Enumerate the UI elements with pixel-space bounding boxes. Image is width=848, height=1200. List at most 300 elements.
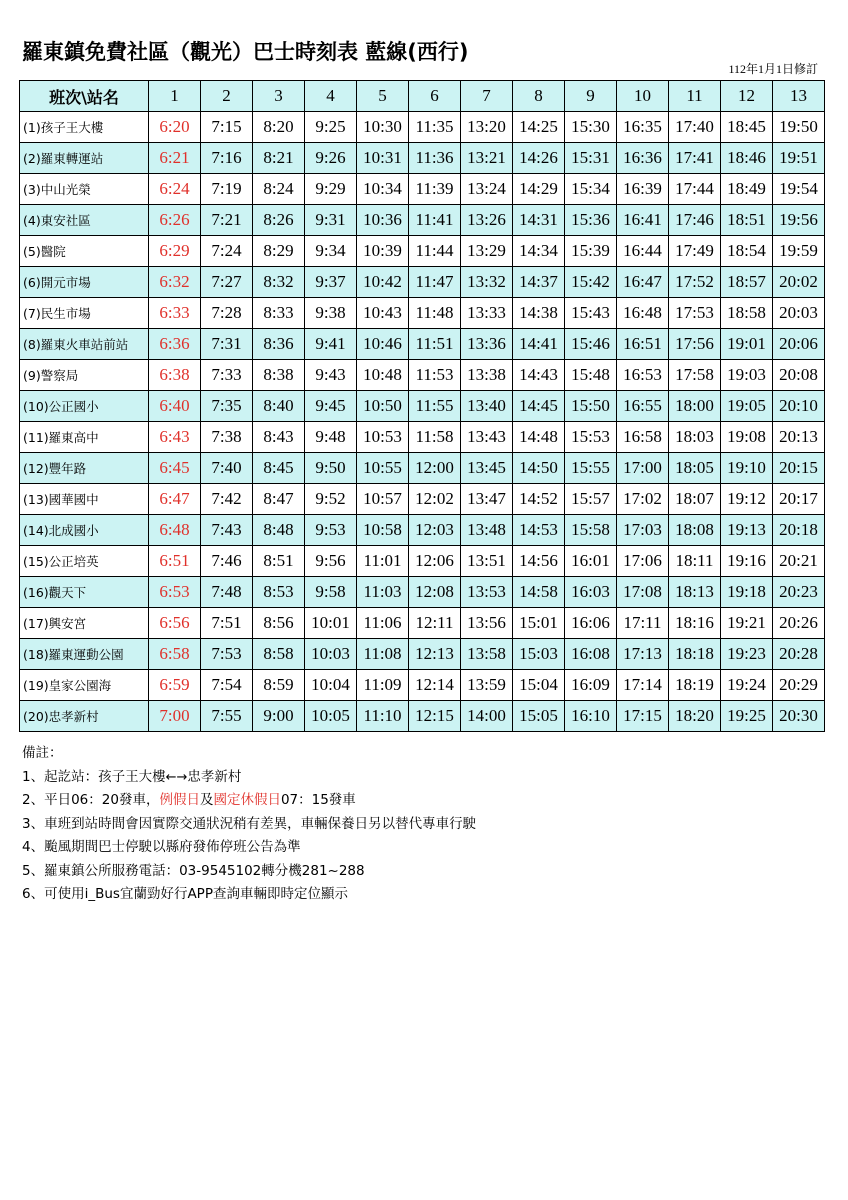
departure-time: 11:51 [409, 329, 461, 360]
departure-time: 16:08 [565, 639, 617, 670]
table-row [20, 143, 825, 174]
stop-name: (8)羅東火車站前站 [20, 329, 149, 360]
departure-time: 9:56 [305, 546, 357, 577]
departure-time: 15:34 [565, 174, 617, 205]
departure-time: 8:43 [253, 422, 305, 453]
note-4: 4、颱風期間巴士停駛以縣府發佈停班公告為準 [22, 839, 301, 855]
departure-time: 15:03 [513, 639, 565, 670]
departure-time: 10:34 [357, 174, 409, 205]
departure-time: 14:29 [513, 174, 565, 205]
departure-time: 6:53 [149, 577, 201, 608]
departure-time: 14:50 [513, 453, 565, 484]
departure-time: 15:42 [565, 267, 617, 298]
departure-time: 17:15 [617, 701, 669, 732]
bidirectional-arrow-icon: ←→ [165, 769, 188, 785]
departure-time: 15:53 [565, 422, 617, 453]
timetable [19, 80, 825, 732]
departure-time: 16:41 [617, 205, 669, 236]
header-row [20, 81, 825, 112]
run-header: 1 [149, 81, 201, 112]
run-header: 12 [721, 81, 773, 112]
departure-time: 19:12 [721, 484, 773, 515]
stop-name: (4)東安社區 [20, 205, 149, 236]
departure-time: 20:23 [773, 577, 825, 608]
departure-time: 7:43 [201, 515, 253, 546]
departure-time: 17:41 [669, 143, 721, 174]
departure-time: 8:58 [253, 639, 305, 670]
departure-time: 7:38 [201, 422, 253, 453]
departure-time: 20:15 [773, 453, 825, 484]
departure-time: 12:06 [409, 546, 461, 577]
departure-time: 11:44 [409, 236, 461, 267]
departure-time: 14:41 [513, 329, 565, 360]
note-5: 5、羅東鎮公所服務電話：03-9545102轉分機281~288 [22, 862, 365, 879]
stop-name: (1)孩子王大樓 [20, 112, 149, 143]
departure-time: 14:25 [513, 112, 565, 143]
run-header: 2 [201, 81, 253, 112]
departure-time: 14:34 [513, 236, 565, 267]
departure-time: 20:30 [773, 701, 825, 732]
departure-time: 10:57 [357, 484, 409, 515]
departure-time: 20:02 [773, 267, 825, 298]
departure-time: 10:43 [357, 298, 409, 329]
departure-time: 19:01 [721, 329, 773, 360]
stop-name: (3)中山光榮 [20, 174, 149, 205]
departure-time: 19:25 [721, 701, 773, 732]
departure-time: 17:13 [617, 639, 669, 670]
departure-time: 7:31 [201, 329, 253, 360]
departure-time: 17:11 [617, 608, 669, 639]
stop-name: (18)羅東運動公園 [20, 639, 149, 670]
departure-time: 18:03 [669, 422, 721, 453]
departure-time: 10:46 [357, 329, 409, 360]
table-row [20, 515, 825, 546]
departure-time: 15:50 [565, 391, 617, 422]
departure-time: 18:57 [721, 267, 773, 298]
departure-time: 19:56 [773, 205, 825, 236]
departure-time: 12:15 [409, 701, 461, 732]
departure-time: 10:50 [357, 391, 409, 422]
stop-name: (13)國華國中 [20, 484, 149, 515]
departure-time: 6:36 [149, 329, 201, 360]
departure-time: 11:48 [409, 298, 461, 329]
departure-time: 14:00 [461, 701, 513, 732]
departure-time: 10:58 [357, 515, 409, 546]
departure-time: 6:43 [149, 422, 201, 453]
departure-time: 19:18 [721, 577, 773, 608]
departure-time: 16:03 [565, 577, 617, 608]
departure-time: 14:45 [513, 391, 565, 422]
table-row [20, 360, 825, 391]
stop-name: (2)羅東轉運站 [20, 143, 149, 174]
note-1 [22, 766, 476, 790]
departure-time: 7:40 [201, 453, 253, 484]
table-row [20, 546, 825, 577]
notes [22, 742, 476, 907]
departure-time: 10:04 [305, 670, 357, 701]
departure-time: 19:54 [773, 174, 825, 205]
timetable-body [20, 112, 825, 732]
departure-time: 13:56 [461, 608, 513, 639]
departure-time: 17:02 [617, 484, 669, 515]
departure-time: 10:36 [357, 205, 409, 236]
departure-time: 15:55 [565, 453, 617, 484]
departure-time: 18:54 [721, 236, 773, 267]
departure-time: 14:43 [513, 360, 565, 391]
run-header: 8 [513, 81, 565, 112]
departure-time: 8:33 [253, 298, 305, 329]
departure-time: 20:06 [773, 329, 825, 360]
departure-time: 20:03 [773, 298, 825, 329]
departure-time: 9:31 [305, 205, 357, 236]
run-header: 6 [409, 81, 461, 112]
departure-time: 16:51 [617, 329, 669, 360]
run-header: 9 [565, 81, 617, 112]
departure-time: 8:29 [253, 236, 305, 267]
departure-time: 7:42 [201, 484, 253, 515]
departure-time: 15:46 [565, 329, 617, 360]
departure-time: 11:09 [357, 670, 409, 701]
departure-time: 8:45 [253, 453, 305, 484]
table-row [20, 639, 825, 670]
departure-time: 16:48 [617, 298, 669, 329]
departure-time: 15:01 [513, 608, 565, 639]
table-row [20, 484, 825, 515]
departure-time: 19:51 [773, 143, 825, 174]
departure-time: 17:44 [669, 174, 721, 205]
departure-time: 17:49 [669, 236, 721, 267]
note-2-holiday: 例假日 [159, 792, 200, 808]
departure-time: 9:45 [305, 391, 357, 422]
departure-time: 18:13 [669, 577, 721, 608]
departure-time: 10:53 [357, 422, 409, 453]
notes-heading: 備註： [22, 745, 63, 761]
corner-header: 班次\站名 [20, 81, 149, 112]
departure-time: 15:58 [565, 515, 617, 546]
departure-time: 16:47 [617, 267, 669, 298]
departure-time: 18:19 [669, 670, 721, 701]
note-1-end: 忠孝新村 [187, 768, 242, 785]
departure-time: 16:36 [617, 143, 669, 174]
departure-time: 8:21 [253, 143, 305, 174]
departure-time: 12:02 [409, 484, 461, 515]
departure-time: 19:59 [773, 236, 825, 267]
stop-name: (12)豐年路 [20, 453, 149, 484]
departure-time: 15:39 [565, 236, 617, 267]
departure-time: 18:00 [669, 391, 721, 422]
departure-time: 6:38 [149, 360, 201, 391]
stop-name: (17)興安宮 [20, 608, 149, 639]
departure-time: 8:40 [253, 391, 305, 422]
departure-time: 20:17 [773, 484, 825, 515]
departure-time: 20:10 [773, 391, 825, 422]
departure-time: 12:13 [409, 639, 461, 670]
departure-time: 19:23 [721, 639, 773, 670]
departure-time: 15:04 [513, 670, 565, 701]
departure-time: 6:40 [149, 391, 201, 422]
departure-time: 19:10 [721, 453, 773, 484]
departure-time: 10:31 [357, 143, 409, 174]
departure-time: 9:00 [253, 701, 305, 732]
departure-time: 11:03 [357, 577, 409, 608]
departure-time: 12:11 [409, 608, 461, 639]
departure-time: 9:48 [305, 422, 357, 453]
departure-time: 13:29 [461, 236, 513, 267]
run-header: 13 [773, 81, 825, 112]
departure-time: 13:59 [461, 670, 513, 701]
stop-name: (15)公正培英 [20, 546, 149, 577]
departure-time: 16:10 [565, 701, 617, 732]
departure-time: 18:58 [721, 298, 773, 329]
departure-time: 19:08 [721, 422, 773, 453]
table-row [20, 174, 825, 205]
departure-time: 17:56 [669, 329, 721, 360]
stop-name: (5)醫院 [20, 236, 149, 267]
departure-time: 20:18 [773, 515, 825, 546]
table-row [20, 205, 825, 236]
departure-time: 16:01 [565, 546, 617, 577]
departure-time: 8:56 [253, 608, 305, 639]
departure-time: 11:36 [409, 143, 461, 174]
departure-time: 7:28 [201, 298, 253, 329]
departure-time: 15:36 [565, 205, 617, 236]
departure-time: 11:35 [409, 112, 461, 143]
departure-time: 19:50 [773, 112, 825, 143]
departure-time: 15:31 [565, 143, 617, 174]
stop-name: (19)皇家公園海 [20, 670, 149, 701]
departure-time: 7:54 [201, 670, 253, 701]
note-2-national-holiday: 國定休假日 [213, 792, 281, 808]
departure-time: 6:51 [149, 546, 201, 577]
departure-time: 17:46 [669, 205, 721, 236]
departure-time: 11:55 [409, 391, 461, 422]
departure-time: 13:47 [461, 484, 513, 515]
departure-time: 18:46 [721, 143, 773, 174]
run-header: 3 [253, 81, 305, 112]
departure-time: 13:48 [461, 515, 513, 546]
departure-time: 13:38 [461, 360, 513, 391]
departure-time: 8:20 [253, 112, 305, 143]
departure-time: 12:14 [409, 670, 461, 701]
departure-time: 8:59 [253, 670, 305, 701]
departure-time: 18:11 [669, 546, 721, 577]
departure-time: 6:59 [149, 670, 201, 701]
departure-time: 10:05 [305, 701, 357, 732]
departure-time: 6:47 [149, 484, 201, 515]
departure-time: 11:53 [409, 360, 461, 391]
stop-name: (11)羅東高中 [20, 422, 149, 453]
table-row [20, 453, 825, 484]
departure-time: 11:41 [409, 205, 461, 236]
departure-time: 8:24 [253, 174, 305, 205]
departure-time: 7:27 [201, 267, 253, 298]
departure-time: 7:35 [201, 391, 253, 422]
page-title: 羅東鎮免費社區（觀光）巴士時刻表 藍線(西行) [22, 40, 469, 64]
departure-time: 17:40 [669, 112, 721, 143]
table-row [20, 391, 825, 422]
departure-time: 16:44 [617, 236, 669, 267]
run-header: 11 [669, 81, 721, 112]
departure-time: 7:53 [201, 639, 253, 670]
departure-time: 13:26 [461, 205, 513, 236]
table-row [20, 329, 825, 360]
departure-time: 6:21 [149, 143, 201, 174]
departure-time: 6:33 [149, 298, 201, 329]
departure-time: 7:24 [201, 236, 253, 267]
departure-time: 14:48 [513, 422, 565, 453]
departure-time: 8:51 [253, 546, 305, 577]
departure-time: 13:45 [461, 453, 513, 484]
table-row [20, 112, 825, 143]
departure-time: 6:56 [149, 608, 201, 639]
departure-time: 17:53 [669, 298, 721, 329]
departure-time: 7:15 [201, 112, 253, 143]
departure-time: 18:49 [721, 174, 773, 205]
departure-time: 17:00 [617, 453, 669, 484]
departure-time: 11:10 [357, 701, 409, 732]
departure-time: 18:08 [669, 515, 721, 546]
departure-time: 11:06 [357, 608, 409, 639]
departure-time: 7:19 [201, 174, 253, 205]
departure-time: 13:43 [461, 422, 513, 453]
departure-time: 9:58 [305, 577, 357, 608]
departure-time: 6:45 [149, 453, 201, 484]
departure-time: 13:32 [461, 267, 513, 298]
departure-time: 17:58 [669, 360, 721, 391]
departure-time: 13:36 [461, 329, 513, 360]
departure-time: 16:35 [617, 112, 669, 143]
departure-time: 19:13 [721, 515, 773, 546]
departure-time: 18:45 [721, 112, 773, 143]
departure-time: 9:26 [305, 143, 357, 174]
departure-time: 9:43 [305, 360, 357, 391]
departure-time: 8:48 [253, 515, 305, 546]
run-header: 4 [305, 81, 357, 112]
departure-time: 13:21 [461, 143, 513, 174]
departure-time: 20:08 [773, 360, 825, 391]
departure-time: 9:52 [305, 484, 357, 515]
departure-time: 10:01 [305, 608, 357, 639]
departure-time: 11:39 [409, 174, 461, 205]
departure-time: 13:40 [461, 391, 513, 422]
departure-time: 14:53 [513, 515, 565, 546]
departure-time: 15:43 [565, 298, 617, 329]
departure-time: 14:58 [513, 577, 565, 608]
departure-time: 13:24 [461, 174, 513, 205]
departure-time: 7:55 [201, 701, 253, 732]
table-row [20, 577, 825, 608]
departure-time: 6:48 [149, 515, 201, 546]
stop-name: (16)觀天下 [20, 577, 149, 608]
departure-time: 18:05 [669, 453, 721, 484]
note-3: 3、車班到站時間會因實際交通狀況稍有差異，車輛保養日另以替代專車行駛 [22, 815, 477, 832]
note-2-time: 07：15發車 [280, 792, 356, 808]
stop-name: (20)忠孝新村 [20, 701, 149, 732]
departure-time: 19:21 [721, 608, 773, 639]
departure-time: 12:00 [409, 453, 461, 484]
departure-time: 10:30 [357, 112, 409, 143]
departure-time: 13:53 [461, 577, 513, 608]
departure-time: 16:39 [617, 174, 669, 205]
departure-time: 17:06 [617, 546, 669, 577]
departure-time: 10:48 [357, 360, 409, 391]
departure-time: 11:47 [409, 267, 461, 298]
departure-time: 8:53 [253, 577, 305, 608]
departure-time: 9:34 [305, 236, 357, 267]
departure-time: 6:29 [149, 236, 201, 267]
departure-time: 7:51 [201, 608, 253, 639]
departure-time: 15:57 [565, 484, 617, 515]
departure-time: 7:46 [201, 546, 253, 577]
table-row [20, 670, 825, 701]
run-header: 7 [461, 81, 513, 112]
departure-time: 8:32 [253, 267, 305, 298]
stop-name: (9)警察局 [20, 360, 149, 391]
table-row [20, 236, 825, 267]
departure-time: 14:38 [513, 298, 565, 329]
departure-time: 8:36 [253, 329, 305, 360]
departure-time: 14:31 [513, 205, 565, 236]
departure-time: 12:03 [409, 515, 461, 546]
note-2-and: 及 [199, 792, 214, 808]
departure-time: 19:05 [721, 391, 773, 422]
departure-time: 8:38 [253, 360, 305, 391]
departure-time: 11:01 [357, 546, 409, 577]
departure-time: 11:08 [357, 639, 409, 670]
table-row [20, 422, 825, 453]
departure-time: 10:39 [357, 236, 409, 267]
departure-time: 6:32 [149, 267, 201, 298]
note-2-text: 2、平日06：20發車， [22, 792, 160, 808]
departure-time: 13:20 [461, 112, 513, 143]
departure-time: 14:56 [513, 546, 565, 577]
departure-time: 17:52 [669, 267, 721, 298]
departure-time: 18:20 [669, 701, 721, 732]
departure-time: 11:58 [409, 422, 461, 453]
note-2 [22, 789, 476, 813]
departure-time: 9:25 [305, 112, 357, 143]
departure-time: 7:21 [201, 205, 253, 236]
departure-time: 9:41 [305, 329, 357, 360]
departure-time: 17:08 [617, 577, 669, 608]
departure-time: 9:38 [305, 298, 357, 329]
departure-time: 7:16 [201, 143, 253, 174]
departure-time: 12:08 [409, 577, 461, 608]
departure-time: 10:03 [305, 639, 357, 670]
table-row [20, 267, 825, 298]
departure-time: 9:50 [305, 453, 357, 484]
stop-name: (6)開元市場 [20, 267, 149, 298]
departure-time: 15:05 [513, 701, 565, 732]
departure-time: 10:42 [357, 267, 409, 298]
departure-time: 8:26 [253, 205, 305, 236]
departure-time: 19:03 [721, 360, 773, 391]
departure-time: 10:55 [357, 453, 409, 484]
departure-time: 15:48 [565, 360, 617, 391]
departure-time: 7:00 [149, 701, 201, 732]
table-row [20, 298, 825, 329]
departure-time: 16:58 [617, 422, 669, 453]
revision-date: 112年1月1日修訂 [728, 62, 818, 76]
departure-time: 7:48 [201, 577, 253, 608]
departure-time: 20:29 [773, 670, 825, 701]
departure-time: 18:16 [669, 608, 721, 639]
stop-name: (14)北成國小 [20, 515, 149, 546]
run-header: 5 [357, 81, 409, 112]
departure-time: 6:58 [149, 639, 201, 670]
stop-name: (10)公正國小 [20, 391, 149, 422]
departure-time: 13:51 [461, 546, 513, 577]
